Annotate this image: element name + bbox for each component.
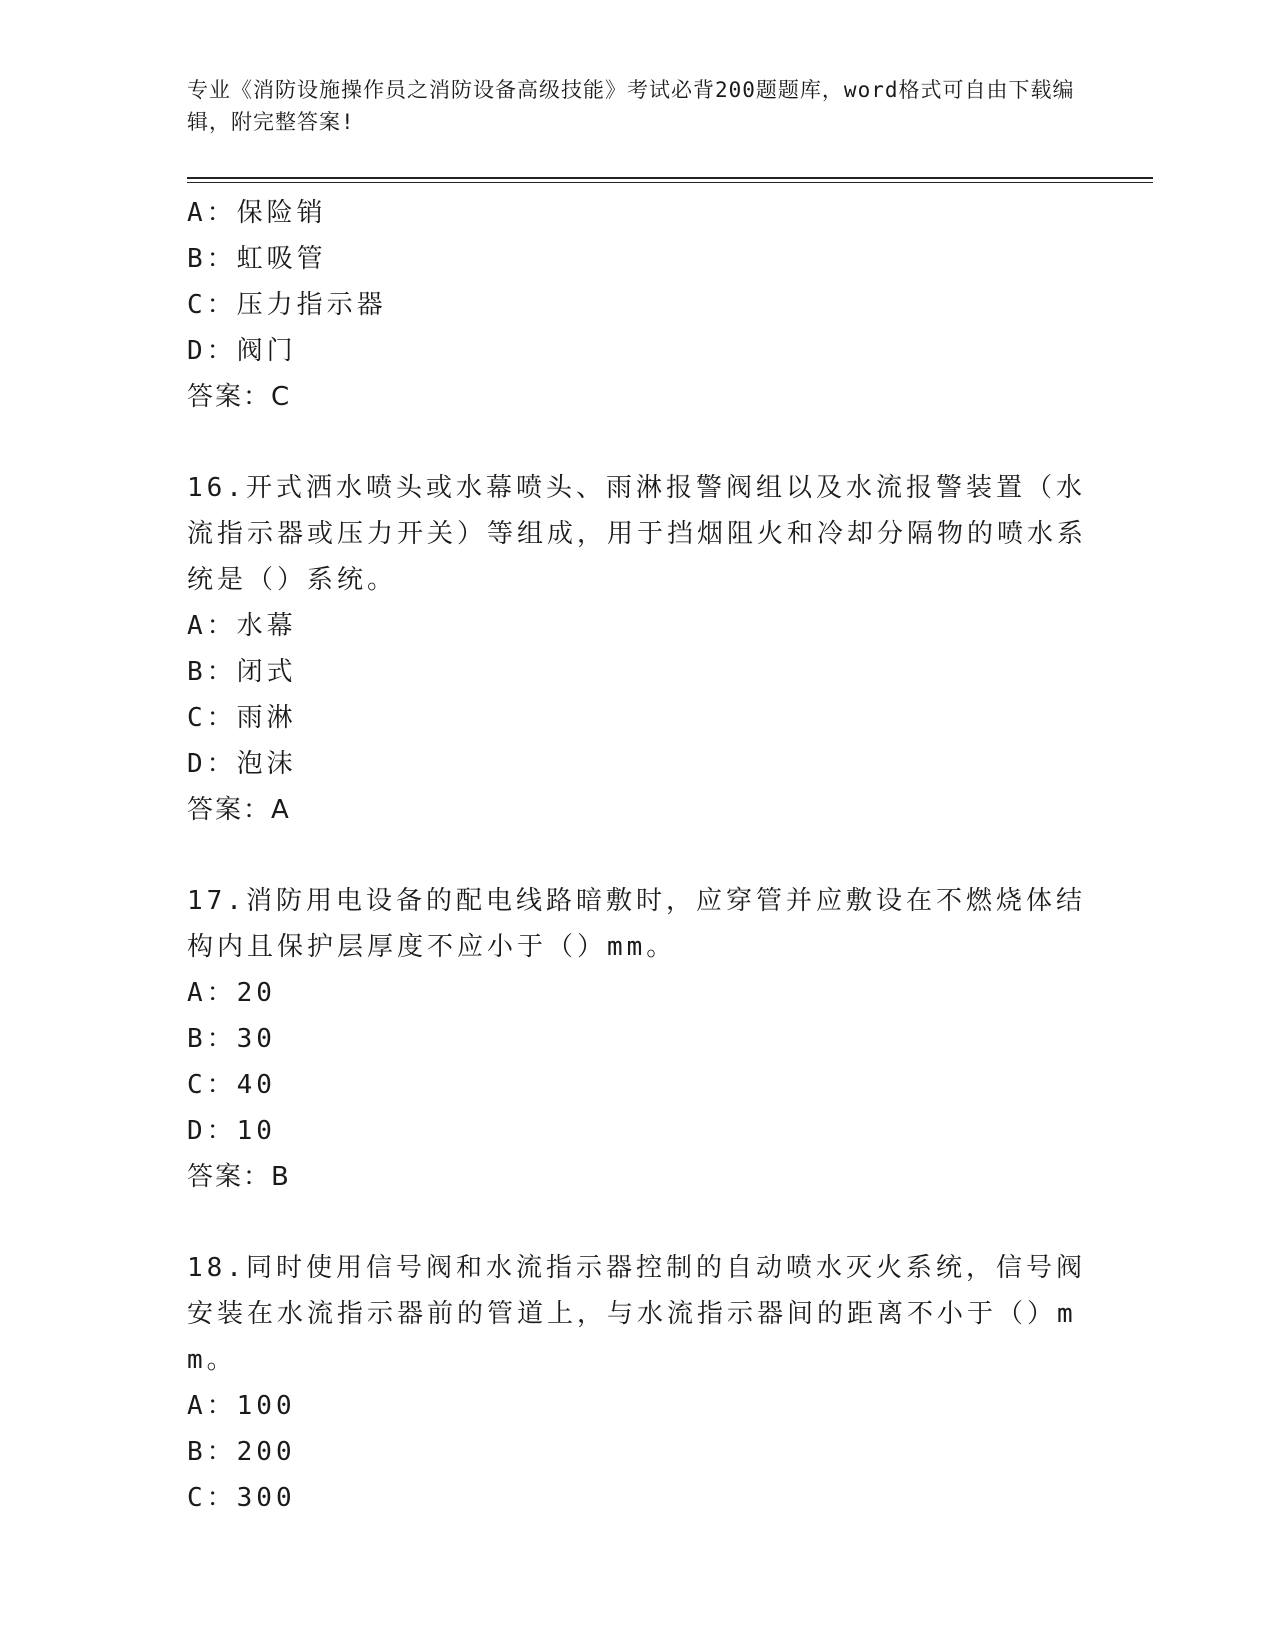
question-stem: 18.同时使用信号阀和水流指示器控制的自动喷水灭火系统，信号阀安装在水流指示器前的管道上，与水流指示器间的距离不小于（）mm。	[187, 1253, 1086, 1375]
option-a: A：水幕	[187, 611, 297, 641]
answer: 答案：C	[187, 382, 292, 412]
question-stem: 17.消防用电设备的配电线路暗敷时，应穿管并应敷设在不燃烧体结构内且保护层厚度不应小于（）mm。	[187, 886, 1086, 962]
option-d: D：阀门	[187, 336, 297, 366]
option-c: C：压力指示器	[187, 290, 387, 320]
option-b: B：闭式	[187, 657, 297, 687]
option-b: B：200	[187, 1437, 296, 1467]
question-18	[187, 1245, 1087, 1521]
option-a: A：100	[187, 1391, 296, 1421]
option-a: A：保险销	[187, 198, 327, 228]
option-c: C：40	[187, 1070, 276, 1100]
answer: 答案：B	[187, 1162, 291, 1192]
answer: 答案：A	[187, 795, 291, 825]
question-16	[187, 465, 1087, 833]
page-header: 专业《消防设施操作员之消防设备高级技能》考试必背200题题库，word格式可自由下载编辑，附完整答案!	[187, 78, 1075, 134]
option-b: B：30	[187, 1024, 276, 1054]
option-c: C：300	[187, 1483, 296, 1513]
option-d: D：泡沫	[187, 749, 297, 779]
question-17	[187, 878, 1087, 1200]
option-d: D：10	[187, 1116, 276, 1146]
option-a: A：20	[187, 978, 276, 1008]
question-continued	[187, 190, 1087, 420]
question-stem: 16.开式洒水喷头或水幕喷头、雨淋报警阀组以及水流报警装置（水流指示器或压力开关）等组成，用于挡烟阻火和冷却分隔物的喷水系统是（）系统。	[187, 473, 1088, 595]
option-b: B：虹吸管	[187, 244, 327, 274]
document-body	[187, 190, 1087, 1521]
option-c: C：雨淋	[187, 703, 297, 733]
header-rule	[187, 177, 1153, 179]
header-rule-thin	[187, 182, 1153, 183]
